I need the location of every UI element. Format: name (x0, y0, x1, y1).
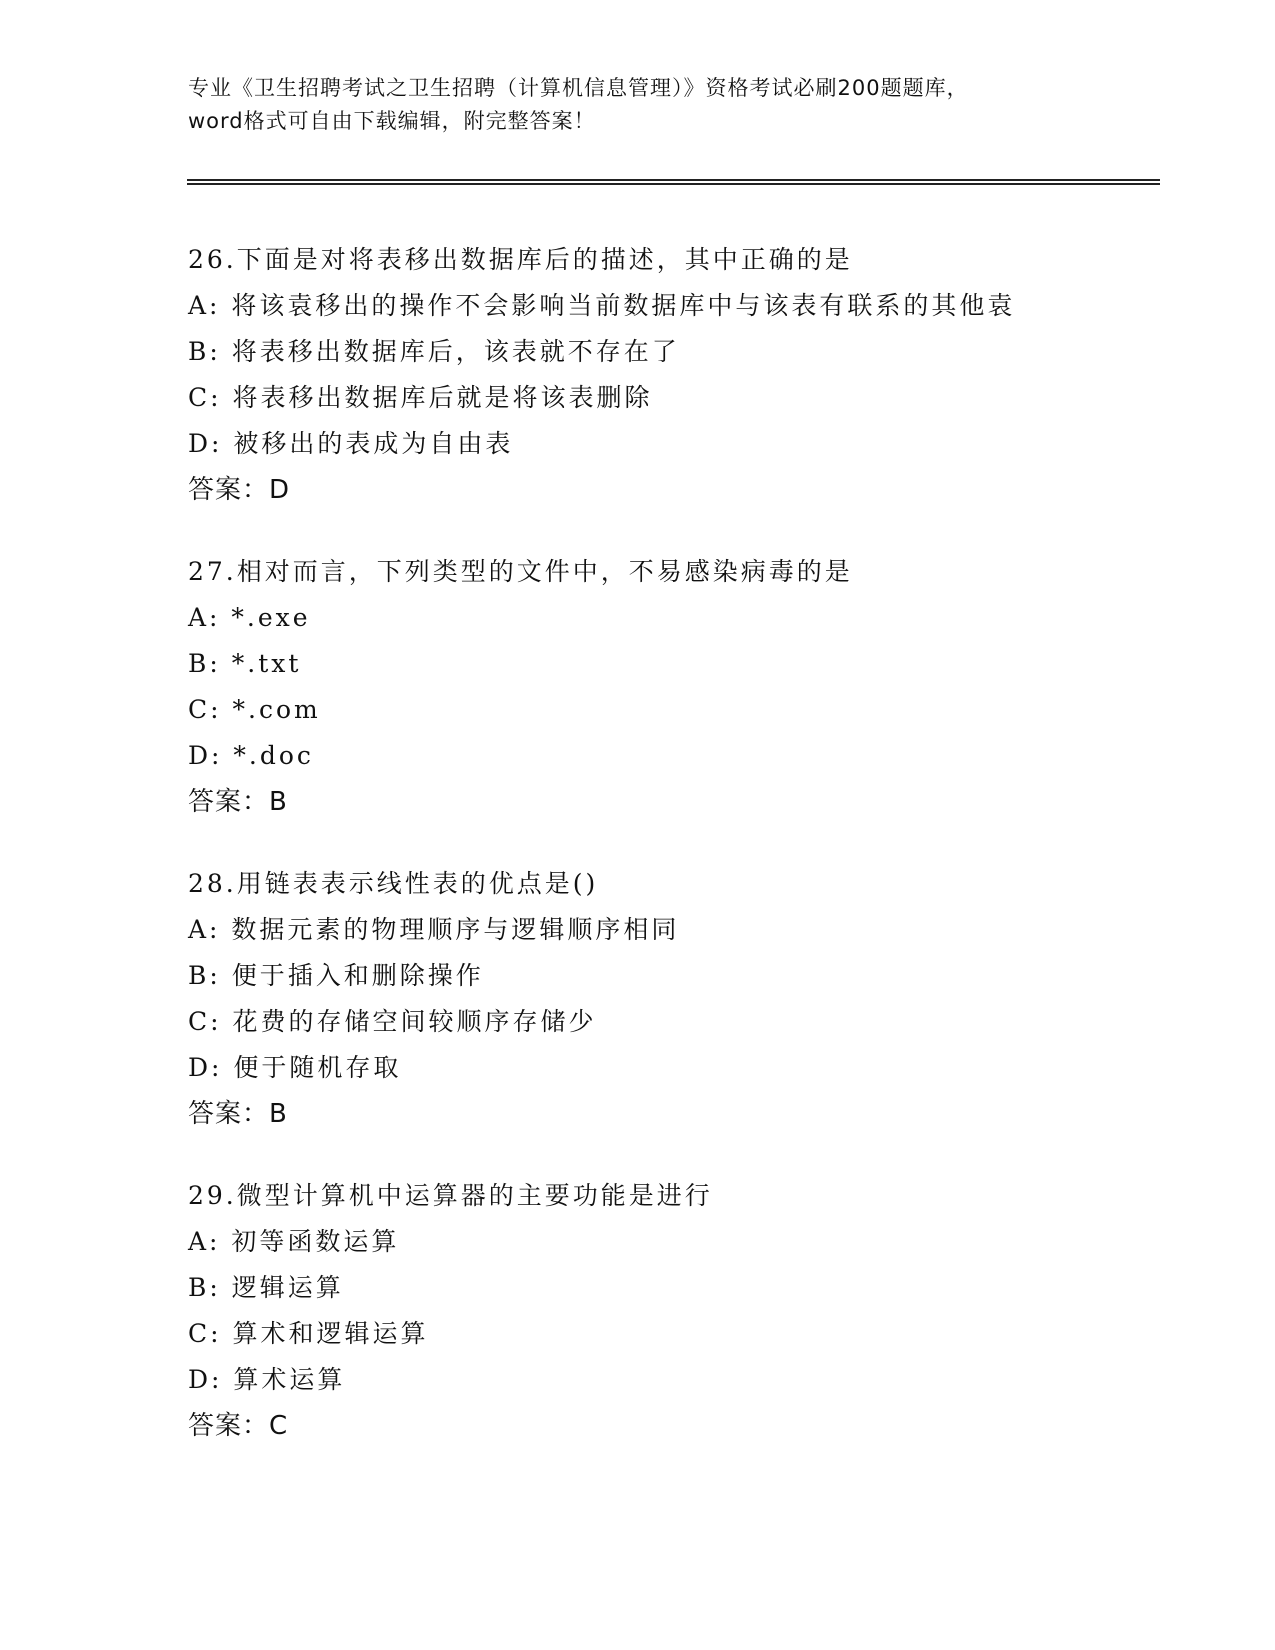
question-26 (188, 237, 1168, 513)
option-d: D: *.doc (188, 741, 314, 770)
option-b: B: 将表移出数据库后，该表就不存在了 (188, 337, 680, 366)
option-d: D: 便于随机存取 (188, 1053, 402, 1082)
option-d: D: 算术运算 (188, 1365, 346, 1394)
option-c: C: *.com (188, 695, 321, 724)
question-stem: 27.相对而言，下列类型的文件中，不易感染病毒的是 (188, 557, 853, 586)
answer: 答案：D (188, 475, 291, 505)
option-b: B: 逻辑运算 (188, 1273, 344, 1302)
option-d: D: 被移出的表成为自由表 (188, 429, 514, 458)
option-c: C: 花费的存储空间较顺序存储少 (188, 1007, 597, 1036)
option-a: A: 数据元素的物理顺序与逻辑顺序相同 (188, 915, 680, 944)
document-header (188, 72, 1168, 138)
question-29 (188, 1173, 1168, 1449)
option-c: C: 算术和逻辑运算 (188, 1319, 429, 1348)
question-list (188, 237, 1168, 1485)
header-divider (187, 179, 1160, 185)
answer: 答案：C (188, 1411, 289, 1441)
answer: 答案：B (188, 787, 288, 817)
question-stem: 29.微型计算机中运算器的主要功能是进行 (188, 1181, 713, 1210)
question-27 (188, 549, 1168, 825)
option-b: B: 便于插入和删除操作 (188, 961, 484, 990)
option-c: C: 将表移出数据库后就是将该表删除 (188, 383, 653, 412)
divider-line-bottom (187, 183, 1160, 185)
header-line-1: 专业《卫生招聘考试之卫生招聘（计算机信息管理）》资格考试必刷200题题库， (188, 76, 969, 100)
divider-line-top (187, 179, 1160, 181)
option-b: B: *.txt (188, 649, 302, 678)
header-line-2: word格式可自由下载编辑，附完整答案！ (188, 109, 596, 133)
option-a: A: *.exe (188, 603, 311, 632)
option-a: A: 将该袁移出的操作不会影响当前数据库中与该表有联系的其他袁 (188, 291, 1016, 320)
question-stem: 28.用链表表示线性表的优点是() (188, 869, 599, 898)
question-28 (188, 861, 1168, 1137)
question-stem: 26.下面是对将表移出数据库后的描述，其中正确的是 (188, 245, 853, 274)
answer: 答案：B (188, 1099, 288, 1129)
option-a: A: 初等函数运算 (188, 1227, 400, 1256)
